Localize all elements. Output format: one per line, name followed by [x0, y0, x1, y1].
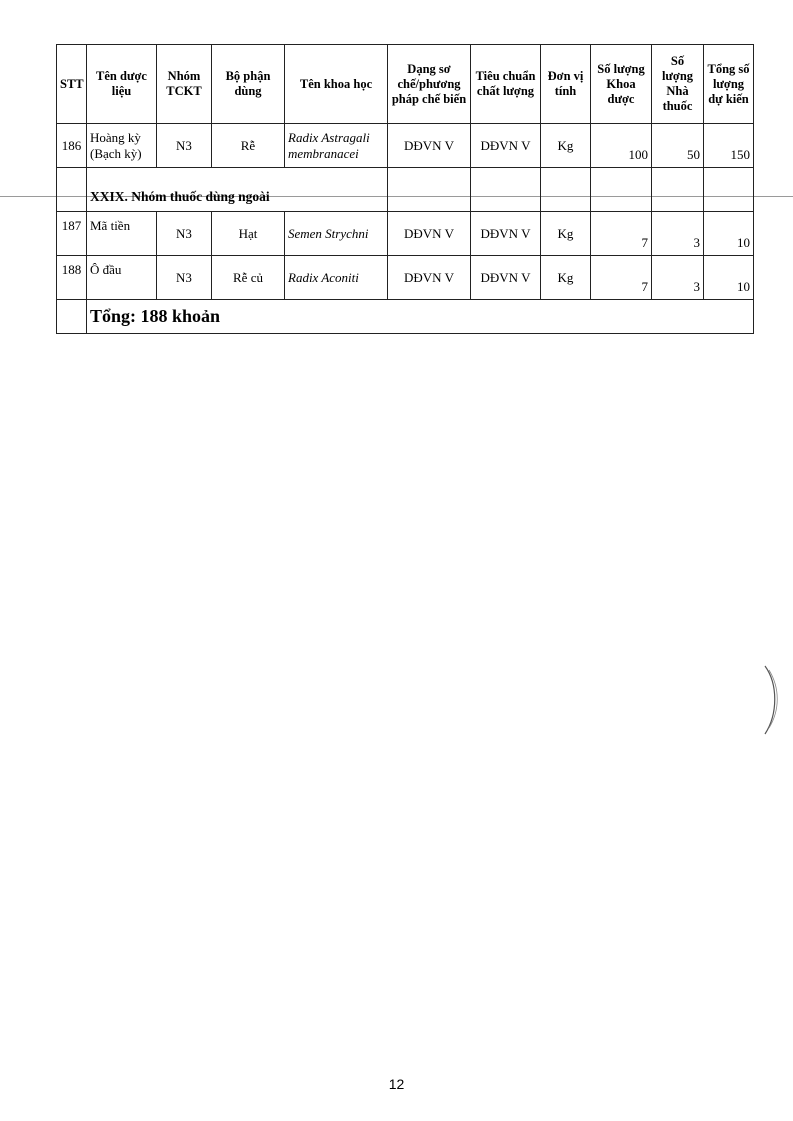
cell-tong: 10 [704, 256, 754, 300]
cell-nha-thuoc: 50 [652, 124, 704, 168]
cell-dang: DĐVN V [388, 256, 471, 300]
section-empty-cell [704, 168, 754, 212]
cell-khoa-hoc: Radix Aconiti [285, 256, 388, 300]
section-empty-cell [591, 168, 652, 212]
cell-don-vi: Kg [541, 124, 591, 168]
section-empty-cell [471, 168, 541, 212]
cell-bo-phan: Rễ [212, 124, 285, 168]
header-row [57, 45, 754, 124]
cell-khoa-duoc: 100 [591, 124, 652, 168]
herbal-medicine-table [56, 44, 754, 334]
header-sl-khoa-duoc: Số lượng Khoa dược [591, 45, 652, 124]
total-stt-empty [57, 300, 87, 334]
cell-dang: DĐVN V [388, 212, 471, 256]
header-stt: STT [57, 45, 87, 124]
cell-stt: 187 [57, 212, 87, 256]
header-dang-so-che: Dạng sơ chế/phương pháp chế biến [388, 45, 471, 124]
cell-don-vi: Kg [541, 256, 591, 300]
herbal-medicine-table-container [56, 44, 753, 334]
cell-don-vi: Kg [541, 212, 591, 256]
cell-nha-thuoc: 3 [652, 212, 704, 256]
cell-dang: DĐVN V [388, 124, 471, 168]
cell-tong: 150 [704, 124, 754, 168]
cell-khoa-duoc: 7 [591, 256, 652, 300]
cell-bo-phan: Rễ củ [212, 256, 285, 300]
header-tong-so-luong: Tổng số lượng dự kiến [704, 45, 754, 124]
section-row [57, 168, 754, 212]
page-number: 12 [388, 1076, 405, 1092]
cell-ten: Mã tiền [87, 212, 157, 256]
section-empty-cell [541, 168, 591, 212]
cell-khoa-duoc: 7 [591, 212, 652, 256]
total-label: Tổng: 188 khoản [87, 300, 754, 334]
cell-nhom: N3 [157, 212, 212, 256]
header-ten-duoc-lieu: Tên dược liệu [87, 45, 157, 124]
cell-nha-thuoc: 3 [652, 256, 704, 300]
header-bo-phan-dung: Bộ phận dùng [212, 45, 285, 124]
cell-stt: 188 [57, 256, 87, 300]
cell-tieu-chuan: DĐVN V [471, 212, 541, 256]
total-row [57, 300, 754, 334]
cell-ten: Ô đầu [87, 256, 157, 300]
section-empty-cell [652, 168, 704, 212]
header-nhom-tckt: Nhóm TCKT [157, 45, 212, 124]
table-row [57, 212, 754, 256]
cell-ten: Hoàng kỳ (Bạch kỳ) [87, 124, 157, 168]
table-row [57, 256, 754, 300]
section-title: XXIX. Nhóm thuốc dùng ngoài [87, 168, 388, 212]
cell-stt: 186 [57, 124, 87, 168]
header-sl-nha-thuoc: Số lượng Nhà thuốc [652, 45, 704, 124]
header-don-vi-tinh: Đơn vị tính [541, 45, 591, 124]
cell-khoa-hoc: Radix Astragali membranacei [285, 124, 388, 168]
cell-bo-phan: Hạt [212, 212, 285, 256]
table-row [57, 124, 754, 168]
header-tieu-chuan: Tiêu chuẩn chất lượng [471, 45, 541, 124]
section-stt-empty [57, 168, 87, 212]
cell-nhom: N3 [157, 256, 212, 300]
cell-nhom: N3 [157, 124, 212, 168]
cell-khoa-hoc: Semen Strychni [285, 212, 388, 256]
section-empty-cell [388, 168, 471, 212]
header-ten-khoa-hoc: Tên khoa học [285, 45, 388, 124]
cell-tieu-chuan: DĐVN V [471, 124, 541, 168]
cell-tong: 10 [704, 212, 754, 256]
cell-tieu-chuan: DĐVN V [471, 256, 541, 300]
margin-bracket-mark [762, 664, 782, 741]
